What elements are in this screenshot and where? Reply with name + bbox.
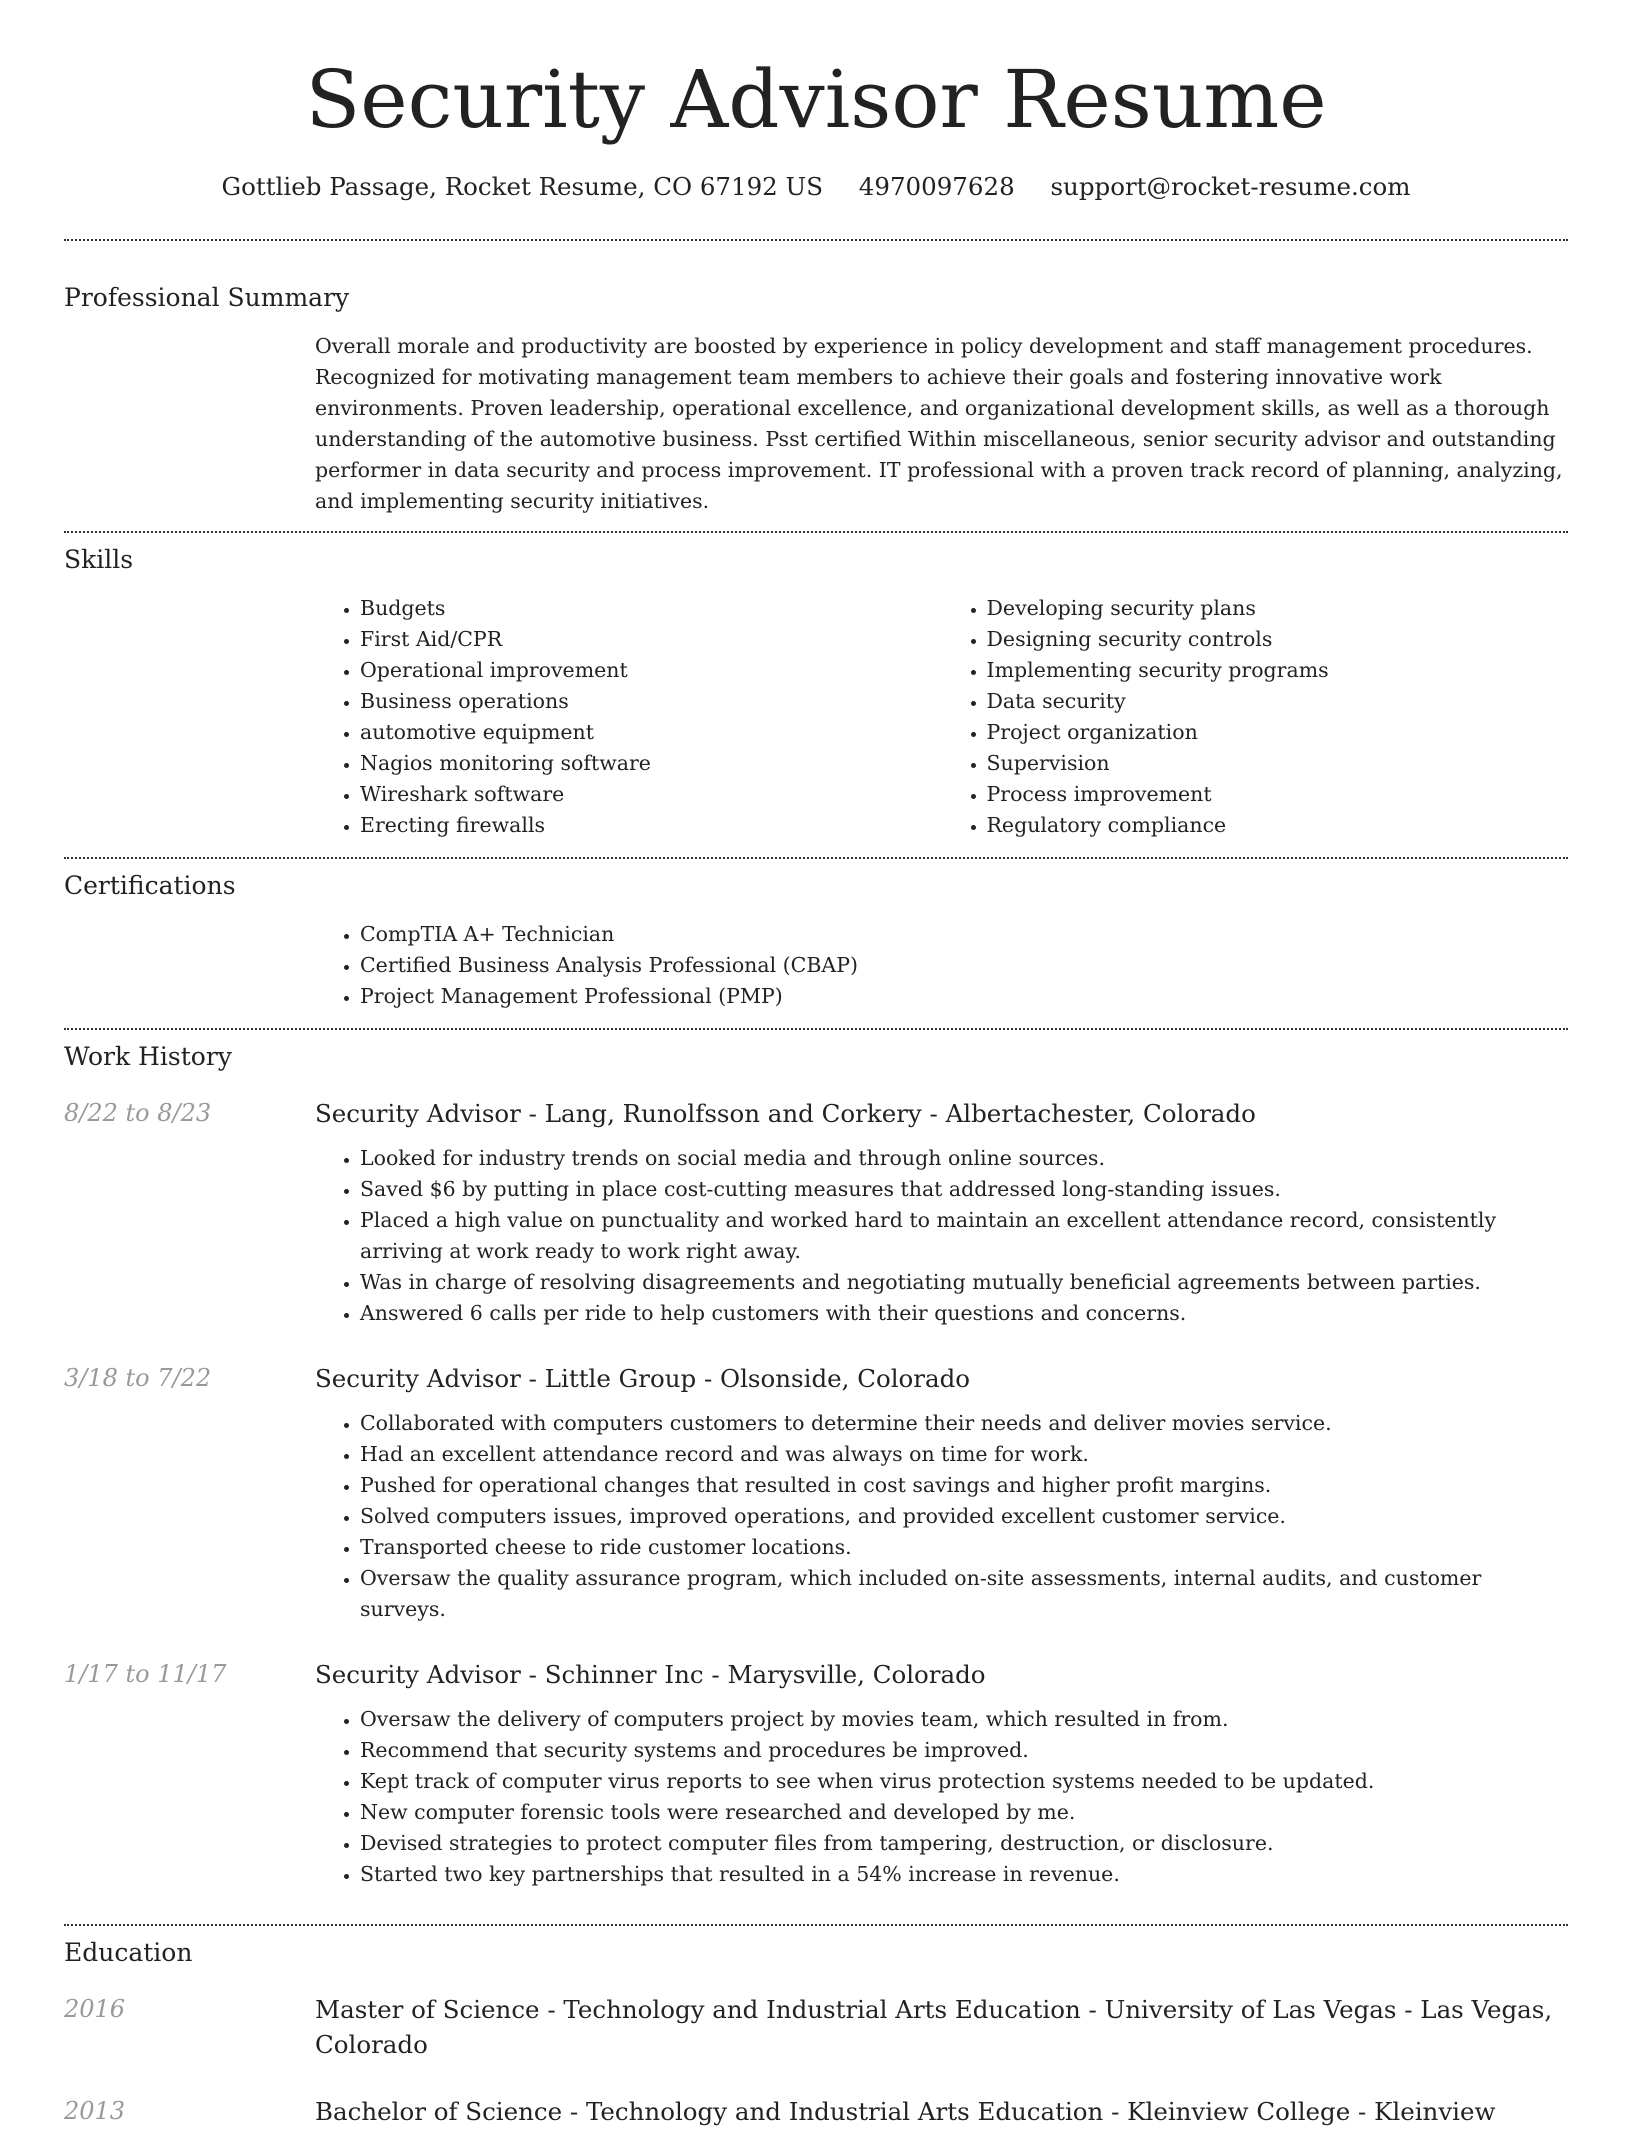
skill-item: • Data security: [987, 686, 1569, 717]
certifications-section: [64, 859, 1568, 1028]
job-bullets: [315, 1704, 1568, 1890]
job-bullet: • Was in charge of resolving disagreements and negotiating mutually beneficial agreements between parties.: [360, 1267, 1568, 1298]
education-list: [64, 1970, 1568, 2129]
certifications-list: [315, 919, 1568, 1012]
job-bullet: • Pushed for operational changes that resulted in cost savings and higher profit margins.: [360, 1470, 1568, 1501]
work-history-heading: Work History: [64, 1042, 232, 1071]
job-bullet: • Kept track of computer virus reports to see when virus protection systems needed to be updated.: [360, 1766, 1568, 1797]
skill-item: • Nagios monitoring software: [360, 748, 942, 779]
job-bullet: • Collaborated with computers customers to determine their needs and deliver movies service.: [360, 1408, 1568, 1439]
job-bullet: • Placed a high value on punctuality and worked hard to maintain an excellent attendance record, consistently arriving at work ready to work right away.: [360, 1205, 1568, 1267]
job-entry: [64, 1657, 1568, 1890]
skills-list-right: [942, 593, 1569, 841]
skill-item: • Wireshark software: [360, 779, 942, 810]
work-history-list: [64, 1096, 1568, 1924]
job-bullet: • Started two key partnerships that resulted in a 54% increase in revenue.: [360, 1859, 1568, 1890]
work-history-section: [64, 1030, 1568, 1924]
contact-email: support@rocket-resume.com: [1050, 172, 1411, 201]
skill-item: • Business operations: [360, 686, 942, 717]
job-bullet: • Saved $6 by putting in place cost-cutting measures that addressed long-standing issues.: [360, 1174, 1568, 1205]
job-dates: 8/22 to 8/23: [64, 1099, 212, 1127]
job-bullet: • Oversaw the quality assurance program, which included on-site assessments, internal audits, and customer surveys.: [360, 1563, 1568, 1625]
job-bullet: • Devised strategies to protect computer files from tampering, destruction, or disclosure.: [360, 1828, 1568, 1859]
job-dates: 3/18 to 7/22: [64, 1364, 212, 1392]
skill-item: • First Aid/CPR: [360, 624, 942, 655]
skills-columns: [315, 577, 1568, 857]
skill-item: • Erecting firewalls: [360, 810, 942, 841]
summary-heading: Professional Summary: [64, 283, 350, 312]
contact-address: Gottlieb Passage, Rocket Resume, CO 67192 US: [221, 172, 823, 201]
certification-item: • Certified Business Analysis Professional (CBAP): [360, 950, 1568, 981]
job-bullets: [315, 1408, 1568, 1625]
education-heading: Education: [64, 1938, 193, 1967]
skills-heading: Skills: [64, 545, 134, 574]
job-entry: [64, 1361, 1568, 1625]
education-entry: [64, 1992, 1568, 2062]
job-title: Security Advisor - Schinner Inc - Marysville, Colorado: [315, 1660, 986, 1689]
skill-item: • Budgets: [360, 593, 942, 624]
job-title: Security Advisor - Little Group - Olsonside, Colorado: [315, 1364, 971, 1393]
education-year: 2016: [64, 1995, 126, 2023]
certification-item: • Project Management Professional (PMP): [360, 981, 1568, 1012]
skill-item: • Process improvement: [987, 779, 1569, 810]
job-bullets: [315, 1143, 1568, 1329]
skill-item: • Developing security plans: [987, 593, 1569, 624]
job-bullet: • Solved computers issues, improved operations, and provided excellent customer service.: [360, 1501, 1568, 1532]
skill-item: • Implementing security programs: [987, 655, 1569, 686]
skill-item: • automotive equipment: [360, 717, 942, 748]
certification-item: • CompTIA A+ Technician: [360, 919, 1568, 950]
job-bullet: • Transported cheese to ride customer locations.: [360, 1532, 1568, 1563]
skill-item: • Designing security controls: [987, 624, 1569, 655]
contact-phone: 4970097628: [858, 172, 1015, 201]
job-title: Security Advisor - Lang, Runolfsson and Corkery - Albertachester, Colorado: [315, 1099, 1256, 1128]
education-section: [64, 1926, 1568, 2129]
education-year: 2013: [64, 2097, 126, 2125]
skill-item: • Supervision: [987, 748, 1569, 779]
education-degree: Bachelor of Science - Technology and Industrial Arts Education - Kleinview College - Kleinview: [315, 2097, 1496, 2126]
job-bullet: • Answered 6 calls per ride to help customers with their questions and concerns.: [360, 1298, 1568, 1329]
job-bullet: • Oversaw the delivery of computers project by movies team, which resulted in from.: [360, 1704, 1568, 1735]
skills-section: [64, 533, 1568, 857]
skill-item: • Regulatory compliance: [987, 810, 1569, 841]
summary-text: Overall morale and productivity are boosted by experience in policy development and staff management procedures. Recognized for motivating management team members to achieve their goals and fostering innovative work environments. Proven leadership, operational excellence, and organizational development skills, as well as a thorough understanding of the automotive business. Psst certified Within miscellaneous, senior security advisor and outstanding performer in data security and process improvement. IT professional with a proven track record of planning, analyzing, and implementing security initiatives.: [315, 334, 1563, 513]
job-bullet: • New computer forensic tools were researched and developed by me.: [360, 1797, 1568, 1828]
page-title: Security Advisor Resume: [305, 53, 1327, 146]
job-bullet: • Recommend that security systems and procedures be improved.: [360, 1735, 1568, 1766]
certifications-heading: Certifications: [64, 871, 236, 900]
skill-item: • Project organization: [987, 717, 1569, 748]
job-dates: 1/17 to 11/17: [64, 1660, 227, 1688]
job-bullet: • Had an excellent attendance record and was always on time for work.: [360, 1439, 1568, 1470]
skills-list-left: [315, 593, 942, 841]
summary-section: [64, 241, 1568, 531]
skill-item: • Operational improvement: [360, 655, 942, 686]
education-degree: Master of Science - Technology and Industrial Arts Education - University of Las Vegas - Las Vegas, Colorado: [315, 1995, 1553, 2059]
contact-line: [64, 170, 1568, 204]
job-bullet: • Looked for industry trends on social media and through online sources.: [360, 1143, 1568, 1174]
job-entry: [64, 1096, 1568, 1329]
